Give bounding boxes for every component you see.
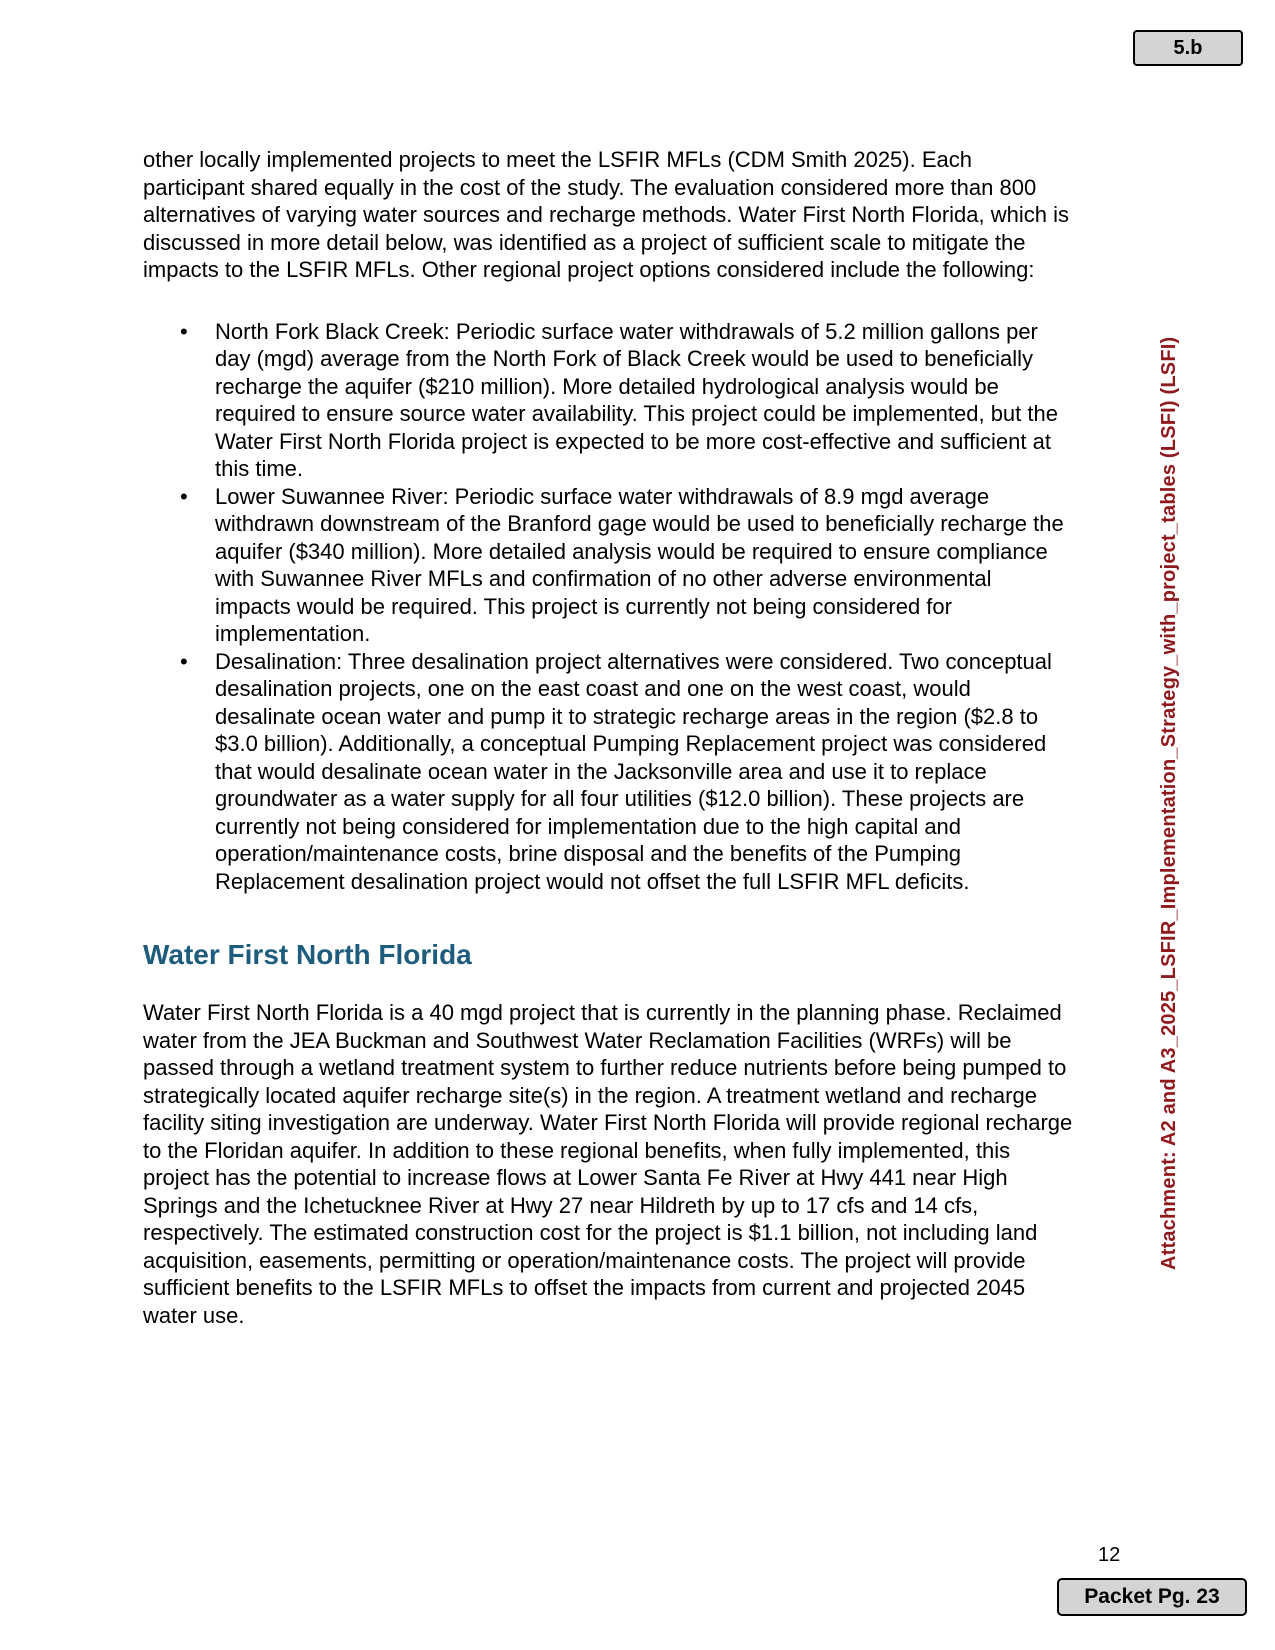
bullet-icon: • bbox=[180, 648, 188, 674]
page-number: 12 bbox=[1098, 1544, 1121, 1566]
body-paragraph: Water First North Florida is a 40 mgd project that is currently in the planning phase. Reclaimed water from the JEA Buckman and Southwest Water Reclamation Facilities (WRFs) will be passed through a wetland treatment system to further reduce nutrients before being pumped to strategically located aquifer recharge site(s) in the region. A treatment wetland and recharge facility siting investigation are underway. Water First North Florida will provide regional recharge to the Floridan aquifer. In addition to these regional benefits, when fully implemented, this project has the potential to increase flows at Lower Santa Fe River at Hwy 441 near High Springs and the Ichetucknee River at Hwy 27 near Hildreth by up to 17 cfs and 14 cfs, respectively. The estimated construction cost for the project is $1.1 billion, not including land acquisition, easements, permitting or operation/maintenance costs. The project will provide sufficient benefits to the LSFIR MFLs to offset the impacts from current and projected 2045 water use. bbox=[143, 1000, 1073, 1328]
list-item-text: Desalination: Three desalination project alternatives were considered. Two conceptual desalination projects, one on the east coast and one on the west coast, would desalinate ocean water and pump it to strategic recharge areas in the region ($2.8 to $3.0 billion). Additionally, a conceptual Pumping Replacement project was considered that would desalinate ocean water in the Jacksonville area and use it to replace groundwater as a water supply for all four utilities ($12.0 billion). These projects are currently not being considered for implementation due to the high capital and operation/maintenance costs, brine disposal and the benefits of the Pumping Replacement desalination project would not offset the full LSFIR MFL deficits. bbox=[215, 648, 1052, 894]
list-item-text: North Fork Black Creek: Periodic surface water withdrawals of 5.2 million gallons per day (mgd) average from the North Fork of Black Creek would be used to beneficially recharge the aquifer ($210 million). More detailed hydrological analysis would be required to ensure source water availability. This project could be implemented, but the Water First North Florida project is expected to be more cost-effective and sufficient at this time. bbox=[215, 318, 1058, 481]
bullet-icon: • bbox=[180, 483, 188, 509]
agenda-item-tag: 5.b bbox=[1133, 30, 1243, 66]
list-item-north-fork-black-creek bbox=[143, 318, 1065, 483]
packet-page-badge: Packet Pg. 23 bbox=[1057, 1578, 1247, 1616]
document-body bbox=[143, 146, 1075, 1329]
attachment-sidebar-label: Attachment: A2 and A3_2025_LSFIR_Implementation_Strategy_with_project_tables (LSFI) (LSFI) bbox=[1158, 336, 1180, 1270]
section-heading: Water First North Florida bbox=[143, 939, 472, 970]
list-item-text: Lower Suwannee River: Periodic surface water withdrawals of 8.9 mgd average withdrawn downstream of the Branford gage would be used to beneficially recharge the aquifer ($340 million). More detailed analysis would be required to ensure compliance with Suwannee River MFLs and confirmation of no other adverse environmental impacts would be required. This project is currently not being considered for implementation. bbox=[215, 483, 1064, 646]
bullet-icon: • bbox=[180, 318, 188, 344]
list-item-lower-suwannee-river bbox=[143, 483, 1065, 648]
intro-paragraph: other locally implemented projects to meet the LSFIR MFLs (CDM Smith 2025). Each participant shared equally in the cost of the study. The evaluation considered more than 800 alternatives of varying water sources and recharge methods. Water First North Florida, which is discussed in more detail below, was identified as a project of sufficient scale to mitigate the impacts to the LSFIR MFLs. Other regional project options considered include the following: bbox=[143, 147, 1069, 282]
project-options-list bbox=[143, 318, 1075, 896]
list-item-desalination bbox=[143, 648, 1065, 896]
